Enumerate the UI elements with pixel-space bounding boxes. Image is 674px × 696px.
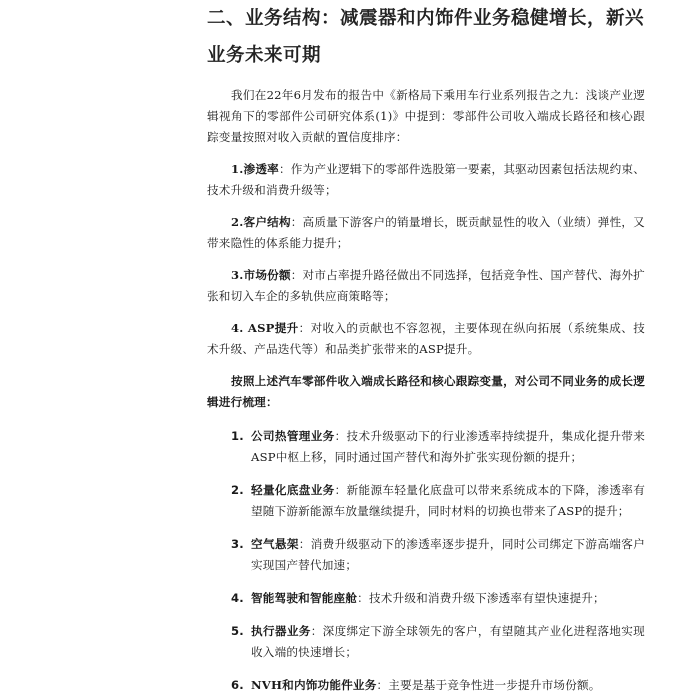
business-text: ：深度绑定下游全球领先的客户，有望随其产业化进程落地实现收入端的快速增长； <box>251 624 645 659</box>
factor-label: 1.渗透率 <box>231 162 279 176</box>
business-label: 公司热管理业务 <box>251 429 335 443</box>
intro-paragraph: 我们在22年6月发布的报告中《新格局下乘用车行业系列报告之九：浅谈产业逻辑视角下的零部件公司研究体系(1)》中提到：零部件公司收入端成长路径和核心跟踪变量按照对收入贡献的置信度排序： <box>207 88 645 144</box>
business-label: 执行器业务 <box>251 624 311 638</box>
business-item <box>207 621 645 663</box>
factor-item <box>207 159 645 201</box>
business-label: 轻量化底盘业务 <box>251 483 335 497</box>
business-list <box>207 426 645 696</box>
business-number: 4. <box>231 591 244 605</box>
business-item <box>207 675 645 696</box>
business-number: 6. <box>231 678 244 692</box>
business-text: ：新能源车轻量化底盘可以带来系统成本的下降，渗透率有望随下游新能源车放量继续提升，同时材料的切换也带来了ASP的提升； <box>251 483 645 518</box>
factor-text: ：对收入的贡献也不容忽视，主要体现在纵向拓展（系统集成、技术升级、产品迭代等）和品类扩张带来的ASP提升。 <box>207 321 645 356</box>
section-title: 二、业务结构：减震器和内饰件业务稳健增长，新兴业务未来可期 <box>207 8 645 66</box>
business-number: 5. <box>231 624 244 638</box>
factor-item <box>207 265 645 307</box>
business-number: 2. <box>231 483 244 497</box>
factor-label: 4. ASP提升 <box>231 321 299 335</box>
business-item <box>207 480 645 522</box>
business-text: ：技术升级驱动下的行业渗透率持续提升，集成化提升带来ASP中枢上移，同时通过国产替代和海外扩张实现份额的提升； <box>251 429 645 464</box>
factor-text: ：对市占率提升路径做出不同选择，包括竞争性、国产替代、海外扩张和切入车企的多轨供应商策略等； <box>207 268 645 303</box>
factor-list <box>207 159 645 360</box>
report-page <box>207 0 645 696</box>
factor-text: ：高质量下游客户的销量增长，既贡献显性的收入（业绩）弹性，又带来隐性的体系能力提升； <box>207 215 645 250</box>
business-label: NVH和内饰功能件业务 <box>251 678 377 692</box>
lead-paragraph: 按照上述汽车零部件收入端成长路径和核心跟踪变量，对公司不同业务的成长逻辑进行梳理： <box>207 374 645 409</box>
business-label: 空气悬架 <box>251 537 299 551</box>
factor-item <box>207 318 645 360</box>
business-number: 1. <box>231 429 244 443</box>
business-label: 智能驾驶和智能座舱 <box>251 591 358 605</box>
business-item <box>207 426 645 468</box>
business-number: 3. <box>231 537 244 551</box>
business-text: ：主要是基于竞争性进一步提升市场份额。 <box>376 678 601 692</box>
factor-item <box>207 212 645 254</box>
business-item <box>207 588 645 609</box>
business-item <box>207 534 645 576</box>
factor-label: 2.客户结构 <box>231 215 291 229</box>
factor-text: ：作为产业逻辑下的零部件选股第一要素，其驱动因素包括法规约束、技术升级和消费升级等； <box>207 162 646 197</box>
factor-label: 3.市场份额 <box>231 268 291 282</box>
business-text: ：技术升级和消费升级下渗透率有望快速提升； <box>357 591 605 605</box>
business-text: ：消费升级驱动下的渗透率逐步提升，同时公司绑定下游高端客户实现国产替代加速； <box>251 537 645 572</box>
